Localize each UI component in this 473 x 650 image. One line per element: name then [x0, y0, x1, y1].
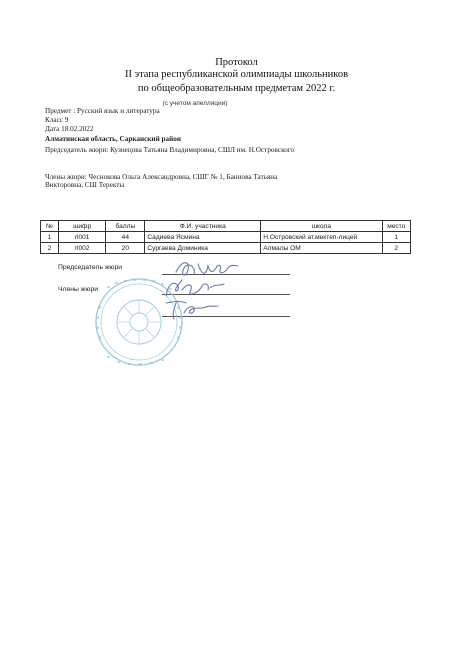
subject-line: Предмет : Русский язык и литература — [45, 107, 160, 115]
header-code: шифр — [58, 221, 105, 232]
header-num: № — [41, 221, 59, 232]
region-line: Алматинская область, Сарканский район — [45, 135, 181, 143]
appeal-note: (с учетом апелляции) — [162, 100, 228, 107]
jury-members-line1: Члены жюри: Чеснокова Ольга Александровна, СШГ № 1, Баннова Татьяна — [45, 173, 278, 181]
cell-num: 1 — [41, 232, 59, 243]
cell-school: Алмалы ОМ — [261, 243, 382, 254]
date-line: Дата 18.02.2022 — [45, 125, 94, 133]
results-table — [40, 220, 411, 254]
chair-signature-label: Председатель жюри — [58, 264, 123, 271]
table-row — [41, 243, 411, 254]
document-subtitle-line1: II этапа республиканской олимпиады школьников — [124, 69, 349, 80]
header-school: школа — [261, 221, 382, 232]
grade-line: Класс 9 — [45, 116, 69, 124]
cell-score: 20 — [106, 243, 145, 254]
cell-code: rl001 — [58, 232, 105, 243]
cell-school: Н.Островский ат.мектеп-лицей — [261, 232, 382, 243]
jury-chair-line: Председатель жюри: Кузнецова Татьяна Владимировна, СШЛ им. Н.Островского — [45, 146, 295, 154]
header-score: баллы — [106, 221, 145, 232]
cell-num: 2 — [41, 243, 59, 254]
table-row — [41, 232, 411, 243]
cell-place: 1 — [382, 232, 411, 243]
cell-code: rl002 — [58, 243, 105, 254]
header-name: Ф.И. участника — [145, 221, 261, 232]
members-signature-label: Члены жюри — [58, 286, 99, 293]
jury-members-line2: Викторовна, СШ Теректы — [45, 181, 125, 189]
document-title: Протокол — [215, 57, 258, 68]
table-header-row — [41, 221, 411, 232]
document-subtitle-line2: по общеобразовательным предметам 2022 г. — [137, 83, 336, 94]
cell-name: Садиева Ясмина — [145, 232, 261, 243]
cell-score: 44 — [106, 232, 145, 243]
member2-signature-icon — [162, 297, 222, 321]
cell-place: 2 — [382, 243, 411, 254]
cell-name: Сургаева Доминика — [145, 243, 261, 254]
header-place: место — [382, 221, 411, 232]
